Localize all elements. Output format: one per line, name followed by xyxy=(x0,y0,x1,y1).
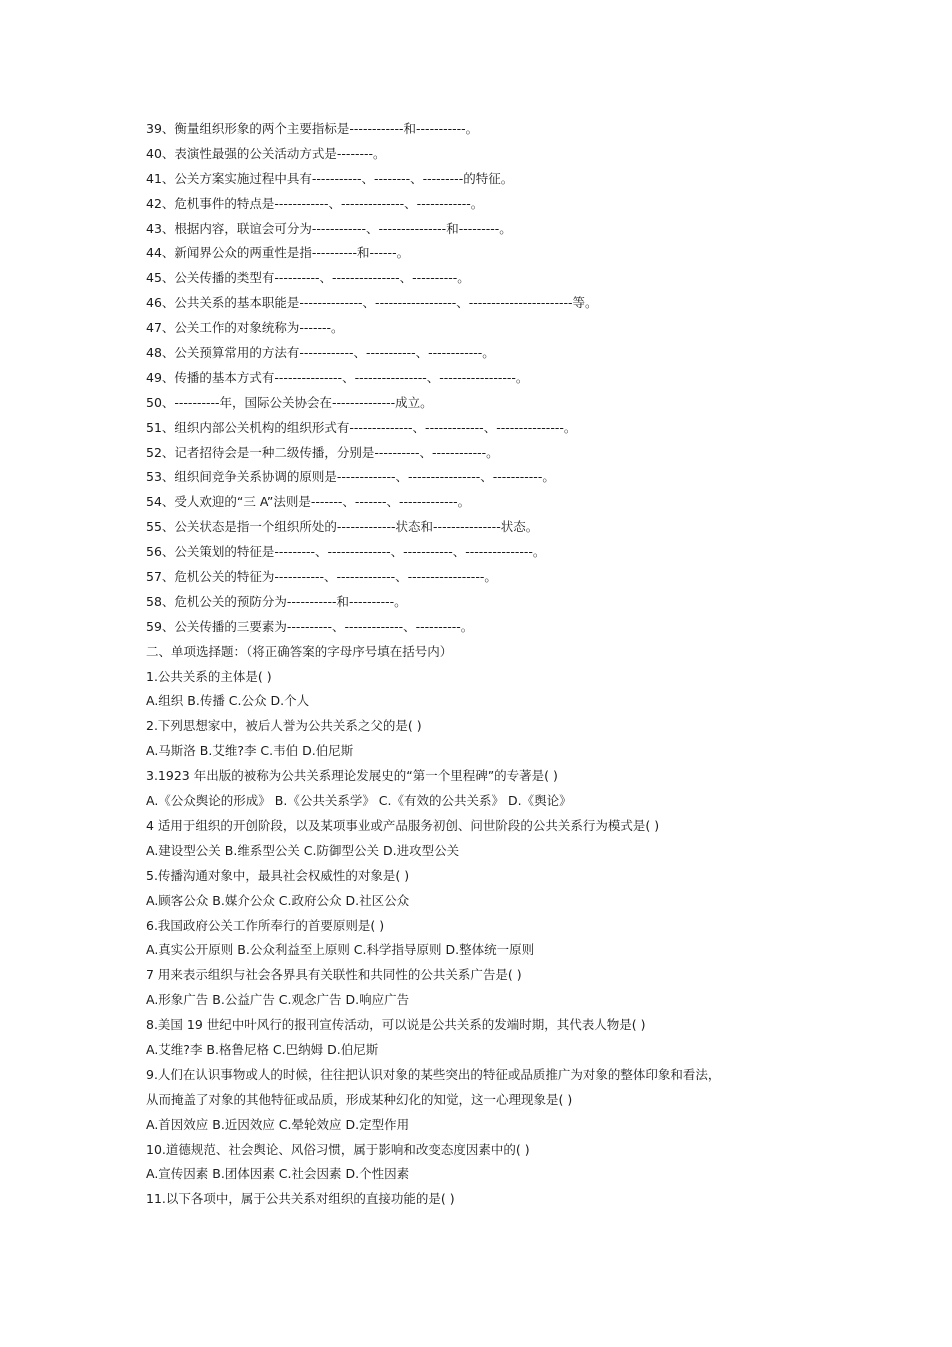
text-line: 6.我国政府公关工作所奉行的首要原则是( ) xyxy=(146,917,385,933)
text-line: A.《公众舆论的形成》 B.《公共关系学》 C.《有效的公共关系》 D.《舆论》 xyxy=(146,793,572,809)
text-line: 1.公共关系的主体是( ) xyxy=(146,668,272,684)
text-line: 59、公关传播的三要素为----------、-------------、----------。 xyxy=(146,618,474,634)
text-line: 11.以下各项中，属于公共关系对组织的直接功能的是( ) xyxy=(146,1191,455,1207)
text-line: 40、表演性最强的公关活动方式是--------。 xyxy=(146,145,386,161)
text-line: 47、公关工作的对象统称为-------。 xyxy=(146,320,344,336)
text-line: A.首因效应 B.近因效应 C.晕轮效应 D.定型作用 xyxy=(146,1116,410,1132)
text-line: A.真实公开原则 B.公众利益至上原则 C.科学指导原则 D.整体统一原则 xyxy=(146,942,535,958)
text-line: 58、危机公关的预防分为-----------和----------。 xyxy=(146,593,407,609)
text-line: 43、根据内容，联谊会可分为------------、---------------和---------。 xyxy=(146,220,512,236)
text-line: A.形象广告 B.公益广告 C.观念广告 D.响应广告 xyxy=(146,992,410,1008)
text-line: 41、公关方案实施过程中具有-----------、--------、---------的特征。 xyxy=(146,170,514,186)
text-line: A.宣传因素 B.团体因素 C.社会因素 D.个性因素 xyxy=(146,1166,410,1182)
text-line: 4 适用于组织的开创阶段，以及某项事业或产品服务初创、问世阶段的公共关系行为模式是( ) xyxy=(146,817,660,833)
text-line: 49、传播的基本方式有---------------、----------------、-----------------。 xyxy=(146,369,529,385)
text-line: 9.人们在认识事物或人的时候，往往把认识对象的某些突出的特征或品质推广为对象的整体印象和看法， xyxy=(146,1066,721,1082)
text-line: 3.1923 年出版的被称为公共关系理论发展史的“第一个里程碑”的专著是( ) xyxy=(146,768,558,784)
text-line: 54、受人欢迎的“三 A”法则是-------、-------、-------------。 xyxy=(146,494,471,510)
text-line: 10.道德规范、社会舆论、风俗习惯，属于影响和改变态度因素中的( ) xyxy=(146,1141,530,1157)
document-page xyxy=(146,117,826,1212)
text-line: 44、新闻界公众的两重性是指----------和------。 xyxy=(146,245,410,261)
text-line: 5.传播沟通对象中，最具社会权威性的对象是( ) xyxy=(146,867,410,883)
text-line: 57、危机公关的特征为-----------、-------------、-----------------。 xyxy=(146,569,497,585)
text-line: 从而掩盖了对象的其他特征或品质，形成某种幻化的知觉，这一心理现象是( ) xyxy=(146,1091,573,1107)
text-line: 56、公关策划的特征是---------、--------------、-----------、---------------。 xyxy=(146,544,546,560)
text-line: 8.美国 19 世纪中叶风行的报刊宣传活动，可以说是公共关系的发端时期，其代表人物是( ) xyxy=(146,1017,646,1033)
text-line: 51、组织内部公关机构的组织形式有--------------、-------------、---------------。 xyxy=(146,419,577,435)
text-line: 53、组织间竞争关系协调的原则是-------------、----------------、-----------。 xyxy=(146,469,555,485)
text-line: 50、----------年，国际公关协会在--------------成立。 xyxy=(146,394,433,410)
text-line: 7 用来表示组织与社会各界具有关联性和共同性的公共关系广告是( ) xyxy=(146,967,522,983)
text-line: 2.下列思想家中，被后人誉为公共关系之父的是( ) xyxy=(146,718,422,734)
text-line: A.组织 B.传播 C.公众 D.个人 xyxy=(146,693,310,709)
text-line: A.建设型公关 B.维系型公关 C.防御型公关 D.进攻型公关 xyxy=(146,842,460,858)
text-line: A.艾维?李 B.格鲁尼格 C.巴纳姆 D.伯尼斯 xyxy=(146,1041,379,1057)
text-line: A.顾客公众 B.媒介公众 C.政府公众 D.社区公众 xyxy=(146,892,410,908)
text-line: 42、危机事件的特点是------------、--------------、------------。 xyxy=(146,195,484,211)
text-line: 55、公关状态是指一个组织所处的-------------状态和---------------状态。 xyxy=(146,519,539,535)
text-line: 45、公关传播的类型有----------、---------------、----------。 xyxy=(146,270,470,286)
text-line: 48、公关预算常用的方法有------------、-----------、------------。 xyxy=(146,345,495,361)
text-line: 52、记者招待会是一种二级传播，分别是----------、------------。 xyxy=(146,444,499,460)
text-line: 二、单项选择题：（将正确答案的字母序号填在括号内） xyxy=(146,643,453,659)
text-line: 39、衡量组织形象的两个主要指标是------------和-----------。 xyxy=(146,121,479,136)
text-line: 46、公共关系的基本职能是--------------、------------------、-----------------------等。 xyxy=(146,295,598,311)
text-line: A.马斯洛 B.艾维?李 C.韦伯 D.伯尼斯 xyxy=(146,743,354,759)
